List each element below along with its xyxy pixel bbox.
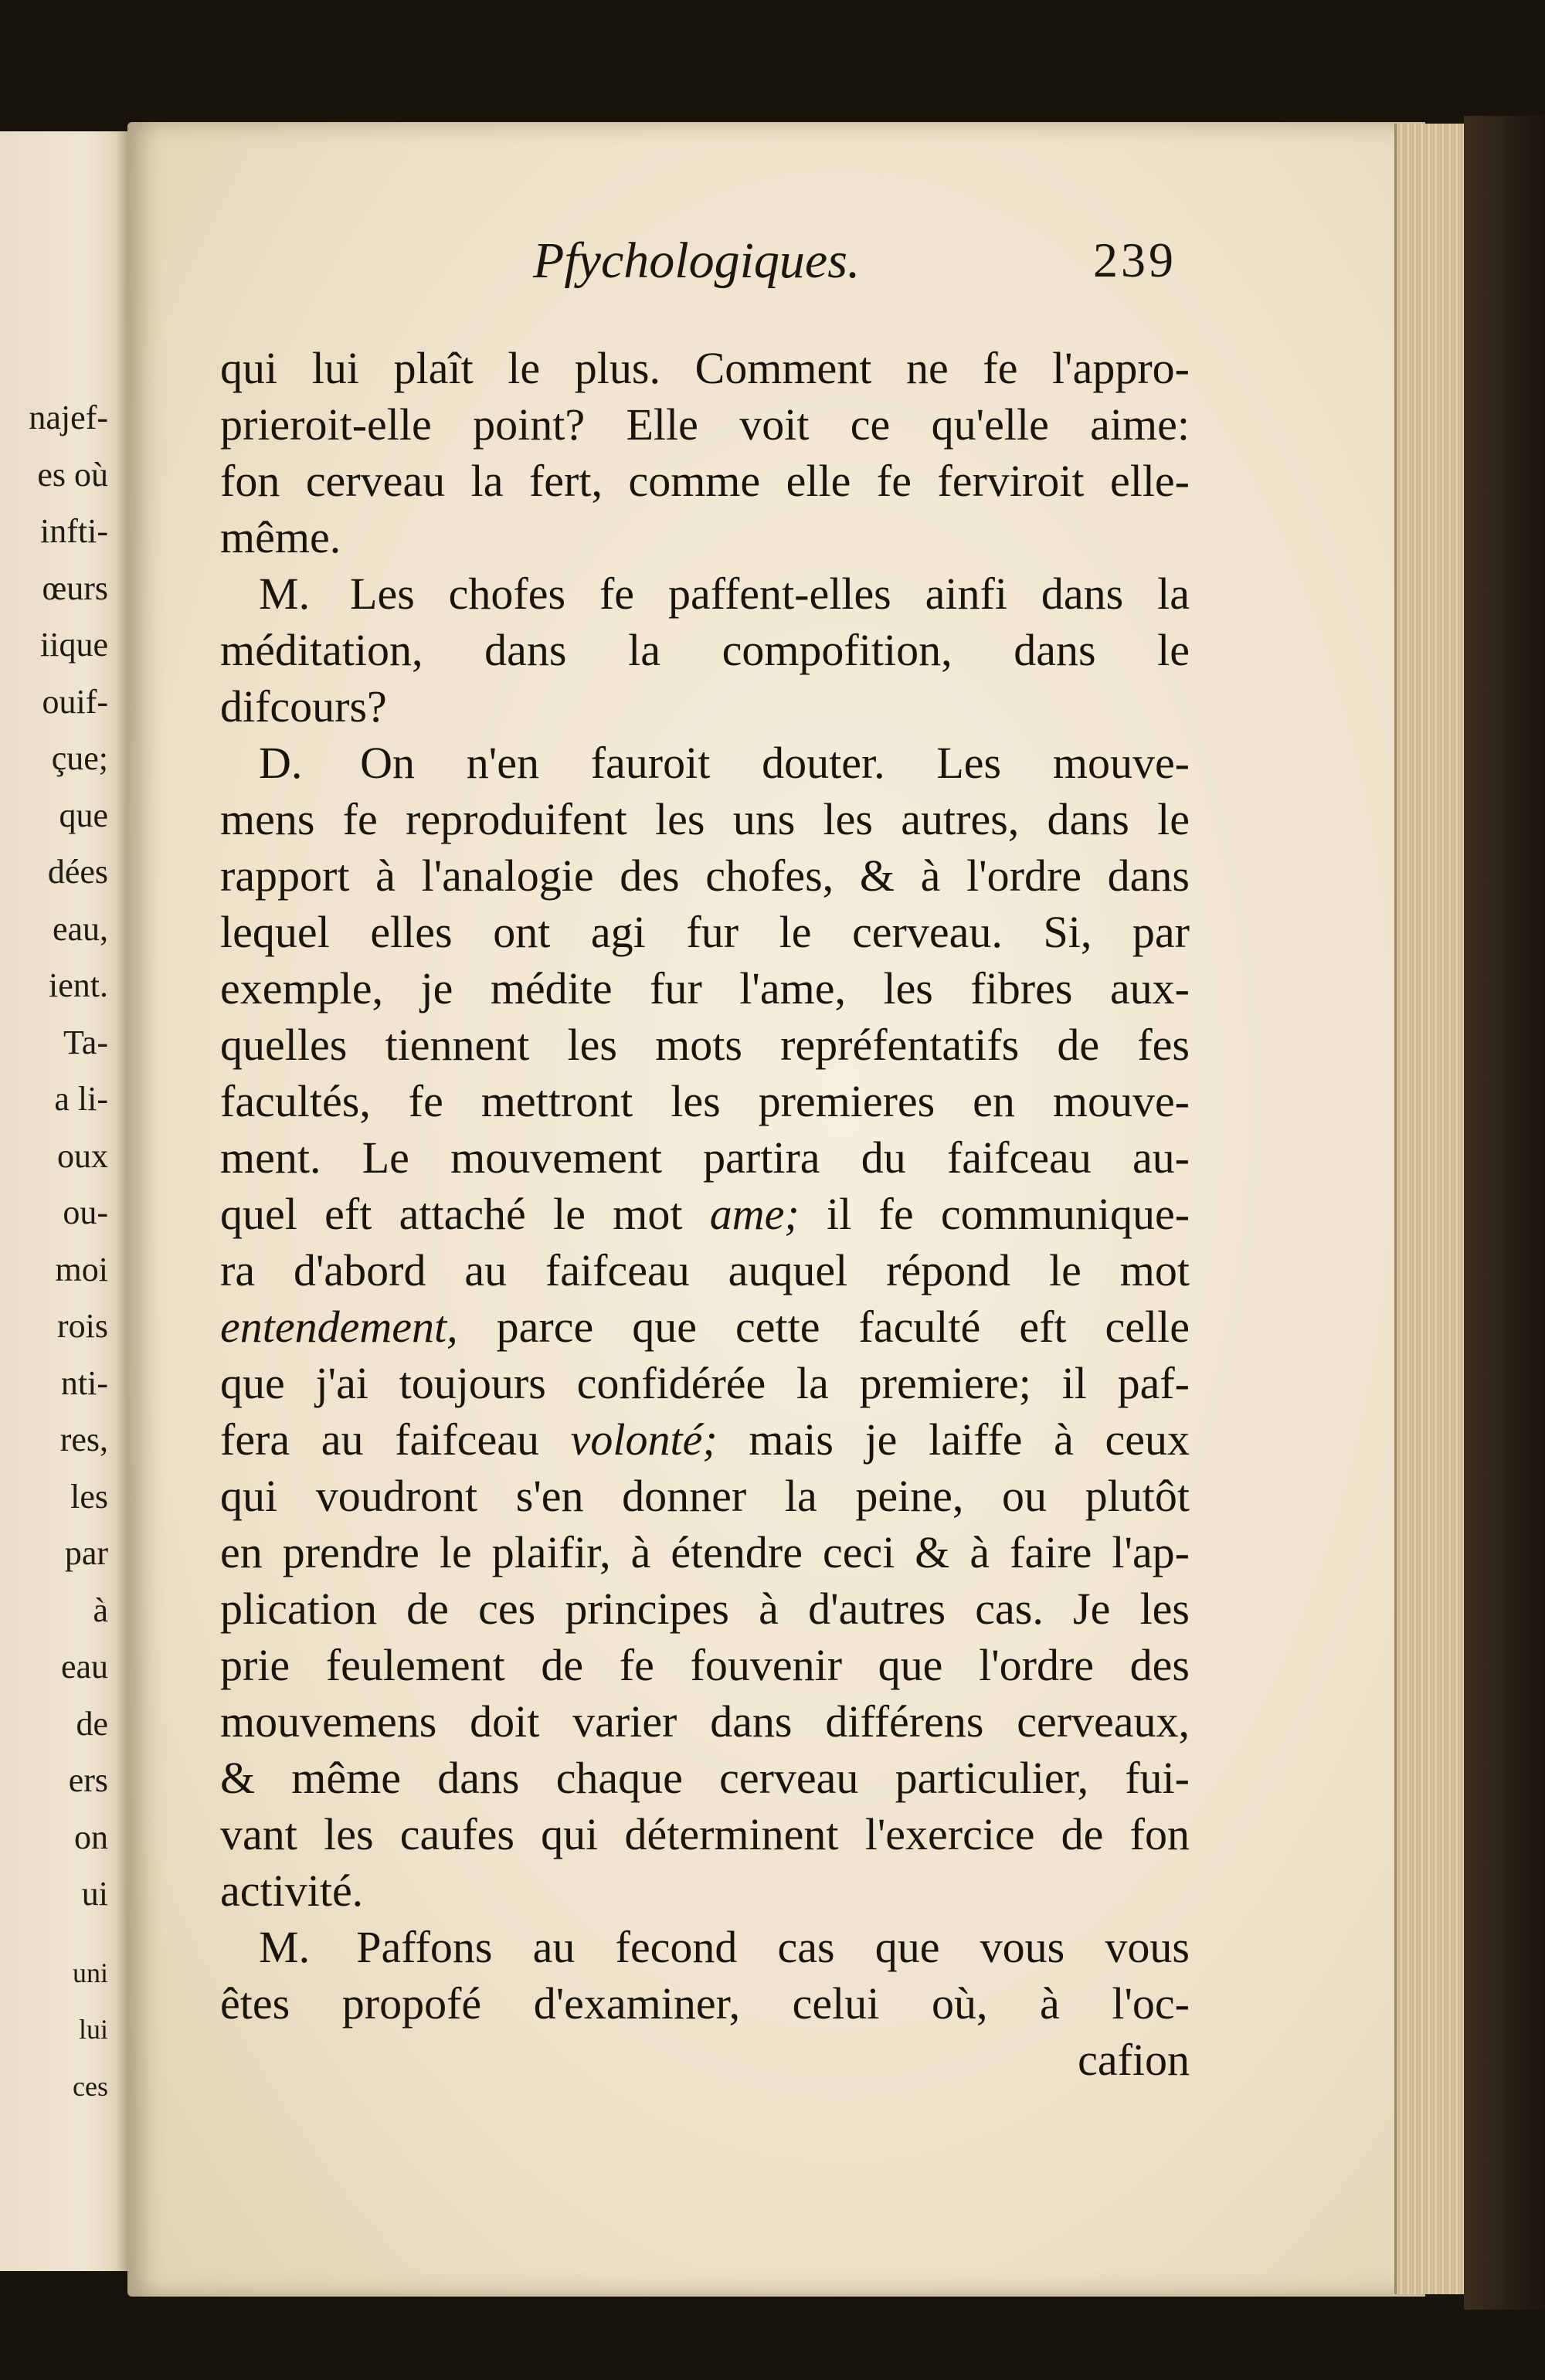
text-line: rapport à l'analogie des chofes, & à l'ordre dans [220, 850, 1190, 901]
facing-page-fragment: çue; [51, 739, 108, 777]
text-line [220, 1299, 1190, 1355]
facing-page-fragment: que [59, 796, 108, 834]
text-segment: parce que cette faculté eft celle [496, 1302, 1190, 1352]
text-line: ra d'abord au faifceau auquel répond le mot [220, 1245, 1190, 1295]
dialogue-text: On n'en fauroit douter. Les mouve- [360, 738, 1190, 788]
facing-page-fragment: de [76, 1704, 108, 1743]
text-segment: il fe communique- [827, 1189, 1190, 1239]
page-number: 239 [1093, 233, 1177, 287]
italic-term: ame; [709, 1189, 800, 1239]
facing-page-fragment: nti- [60, 1363, 108, 1402]
text-line: ment. Le mouvement partira du faifceau au- [220, 1132, 1190, 1183]
text-line: activité. [220, 1866, 364, 1916]
facing-page-fragment: dées [47, 853, 108, 891]
dialogue-text: Paffons au fecond cas que vous vous [356, 1922, 1190, 1972]
text-line: vant les caufes qui déterminent l'exercice de fon [220, 1809, 1190, 1859]
facing-page-fragment: lui [78, 2014, 108, 2045]
text-line: en prendre le plaifir, à étendre ceci & à faire l'ap- [220, 1527, 1190, 1577]
book-cover-edge [1464, 116, 1545, 2310]
text-line: exemple, je médite fur l'ame, les fibres aux- [220, 963, 1190, 1013]
text-line: mouvemens doit varier dans différens cerveaux, [220, 1696, 1190, 1747]
dialogue-line [220, 735, 1190, 791]
text-line: êtes propofé d'examiner, celui où, à l'oc- [220, 1978, 1190, 2029]
facing-page-fragment: on [74, 1818, 108, 1856]
text-segment: quel eft attaché le mot [220, 1189, 683, 1239]
text-line: lequel elles ont agi fur le cerveau. Si, par [220, 907, 1190, 957]
facing-page-fragment: par [64, 1534, 108, 1572]
facing-page-fragment: ient. [49, 966, 108, 1004]
facing-page-fragment: infti- [40, 512, 108, 550]
facing-page-fragment: Ta- [63, 1023, 108, 1061]
facing-page-fragment: eau [60, 1648, 108, 1686]
page-edges [1394, 124, 1470, 2294]
text-line: mens fe reproduifent les uns les autres, dans le [220, 794, 1190, 844]
facing-page-fragment: les [70, 1477, 108, 1516]
body-text [220, 340, 1190, 2088]
italic-term: entendement, [220, 1302, 458, 1352]
text-line: méditation, dans la compofition, dans le [220, 625, 1190, 675]
text-line [220, 1411, 1190, 1468]
facing-page-fragment: a li- [54, 1080, 108, 1118]
dialogue-line [220, 565, 1190, 622]
text-line: que j'ai toujours confidérée la premiere; il paf- [220, 1358, 1190, 1408]
text-line: plication de ces principes à d'autres cas. Je les [220, 1584, 1190, 1634]
facing-page-fragment: rois [57, 1307, 108, 1345]
speaker-label: D. [259, 738, 303, 788]
facing-page-fragment: ouif- [42, 682, 108, 721]
text-segment: fera au faifceau [220, 1414, 539, 1465]
text-line: prieroit-elle point? Elle voit ce qu'elle aime: [220, 399, 1190, 450]
text-segment: mais je laiffe à ceux [749, 1414, 1190, 1465]
facing-page-fragment: oux [57, 1136, 108, 1175]
speaker-label: M. [259, 1922, 311, 1972]
dialogue-line [220, 1919, 1190, 1975]
facing-page-fragment: ers [68, 1761, 108, 1799]
facing-page-fragment: res, [59, 1421, 108, 1458]
text-line: qui voudront s'en donner la peine, ou plutôt [220, 1471, 1190, 1521]
text-line: qui lui plaît le plus. Comment ne fe l'appro- [220, 343, 1190, 393]
facing-page-fragment: à [93, 1591, 108, 1629]
facing-page-fragment: ui [81, 1875, 108, 1913]
text-line: difcours? [220, 681, 387, 732]
facing-page-fragment: moi [55, 1250, 108, 1288]
text-line: quelles tiennent les mots repréfentatifs de fes [220, 1020, 1190, 1070]
italic-term: volonté; [570, 1414, 718, 1465]
dialogue-text: Les chofes fe paffent-elles ainfi dans la [350, 569, 1190, 619]
facing-page-fragment: iique [40, 626, 108, 664]
facing-page-fragment: es où [37, 455, 108, 494]
text-line: & même dans chaque cerveau particulier, fui- [220, 1753, 1190, 1803]
facing-page-fragment: œurs [42, 569, 108, 607]
facing-page-fragment: uni [72, 1957, 108, 1988]
text-line: même. [220, 512, 341, 562]
facing-page-fragment: eau, [52, 909, 108, 948]
facing-page-fragment: ou- [63, 1193, 108, 1231]
running-head: Pfychologiques. [533, 233, 861, 289]
speaker-label: M. [259, 569, 311, 619]
facing-page-fragment: ces [73, 2070, 108, 2102]
text-line: prie feulement de fe fouvenir que l'ordre des [220, 1640, 1190, 1690]
text-line [220, 1186, 1190, 1242]
catchword: cafion [1078, 2035, 1190, 2085]
facing-page-fragment: najef- [29, 399, 108, 436]
text-line: facultés, fe mettront les premieres en mouve- [220, 1076, 1190, 1126]
text-line: fon cerveau la fert, comme elle fe ferviroit elle- [220, 456, 1190, 506]
